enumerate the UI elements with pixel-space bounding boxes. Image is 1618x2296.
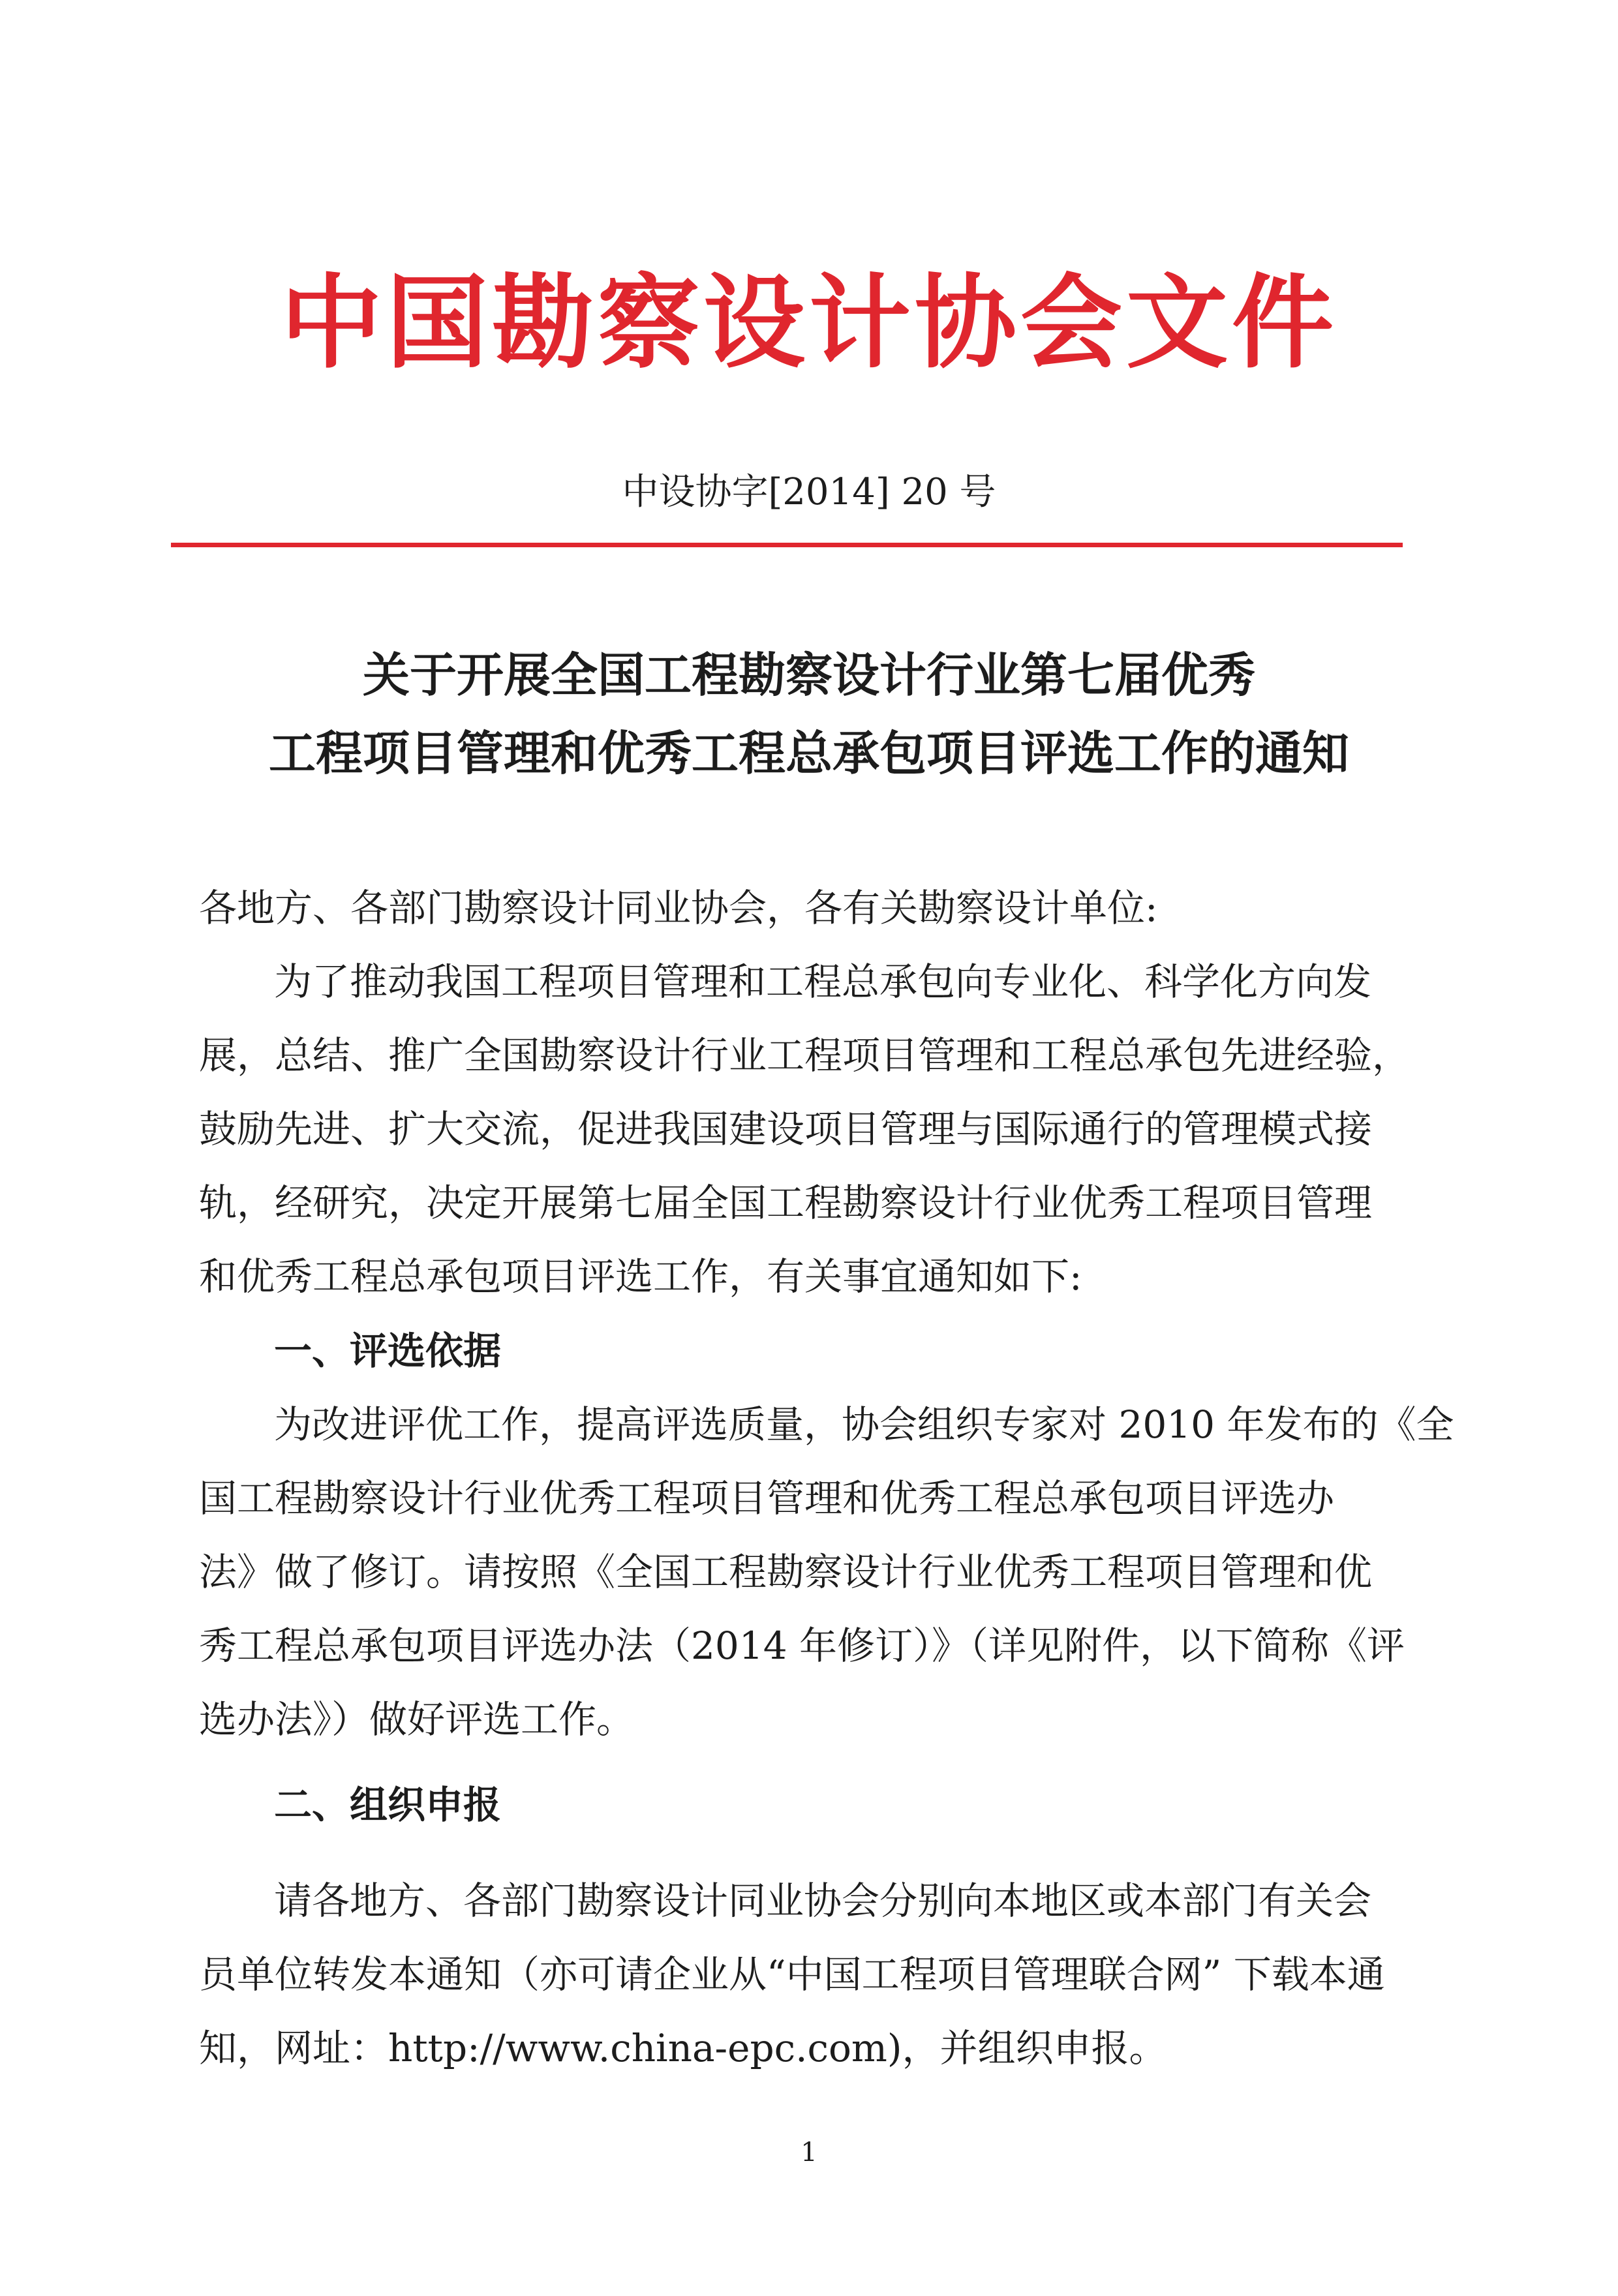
intro-line-2: 展，总结、推广全国勘察设计行业工程项目管理和工程总承包先进经验，	[199, 1033, 1411, 1078]
section-1-line-5: 选办法》）做好评选工作。	[199, 1697, 635, 1742]
intro-line-4: 轨，经研究，决定开展第七届全国工程勘察设计行业优秀工程项目管理	[199, 1181, 1373, 1225]
section-2-line-1: 请各地方、各部门勘察设计同业协会分别向本地区或本部门有关会	[274, 1879, 1372, 1923]
section-1-heading: 一、评选依据	[274, 1329, 502, 1373]
salutation: 各地方、各部门勘察设计同业协会，各有关勘察设计单位:	[199, 886, 1158, 930]
page-number: 1	[801, 2137, 817, 2168]
masthead-title: 中国勘察设计协会文件	[281, 264, 1337, 382]
section-2-heading: 二、组织申报	[274, 1783, 502, 1827]
section-1-line-3: 法》做了修订。请按照《全国工程勘察设计行业优秀工程项目管理和优	[199, 1550, 1373, 1594]
intro-line-3: 鼓励先进、扩大交流，促进我国建设项目管理与国际通行的管理模式接	[199, 1107, 1373, 1151]
intro-line-1: 为了推动我国工程项目管理和工程总承包向专业化、科学化方向发	[274, 959, 1372, 1004]
document-number: 中设协字[2014] 20 号	[622, 471, 996, 513]
red-divider-rule	[171, 543, 1403, 547]
notice-title-line-1: 关于开展全国工程勘察设计行业第七届优秀	[362, 647, 1255, 702]
section-1-line-4: 秀工程总承包项目评选办法（2014 年修订）》（详见附件，以下简称《评	[199, 1624, 1405, 1668]
section-1-line-2: 国工程勘察设计行业优秀工程项目管理和优秀工程总承包项目评选办	[199, 1476, 1335, 1520]
notice-title	[0, 636, 1618, 793]
section-1-line-1: 为改进评优工作，提高评选质量，协会组织专家对 2010 年发布的《全	[274, 1402, 1454, 1447]
section-2-line-3: 知，网址：http://www.china-epc.com)，并组织申报。	[199, 2026, 1167, 2070]
notice-title-line-2: 工程项目管理和优秀工程总承包项目评选工作的通知	[268, 725, 1349, 781]
intro-line-5: 和优秀工程总承包项目评选工作，有关事宜通知如下:	[199, 1254, 1082, 1299]
section-2-line-2: 员单位转发本通知（亦可请企业从“中国工程项目管理联合网” 下载本通	[199, 1952, 1385, 1997]
